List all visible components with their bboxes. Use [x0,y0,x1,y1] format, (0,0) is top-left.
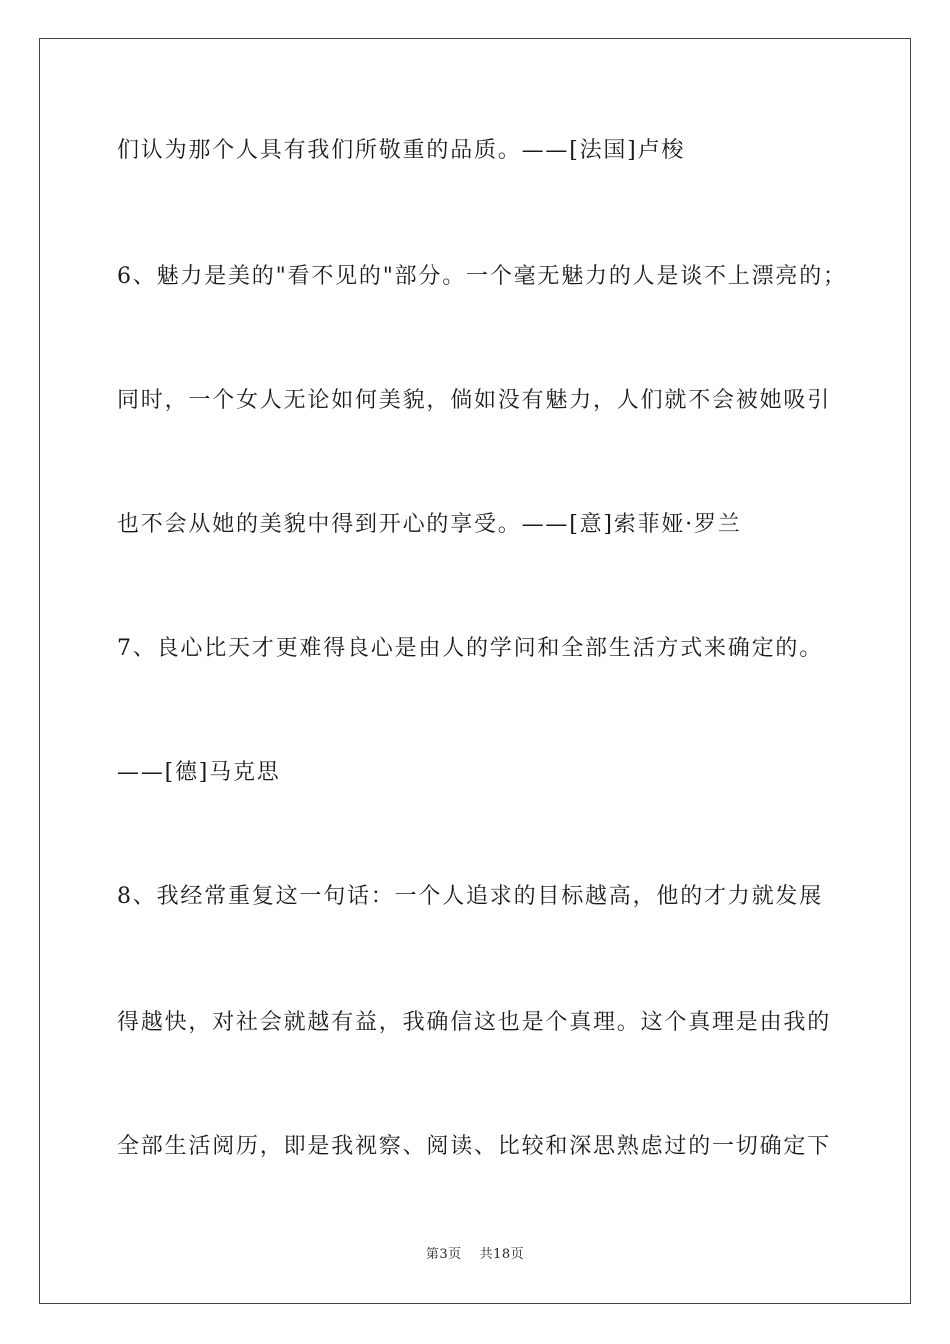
page-number: 第3页 [425,1247,462,1262]
text-line: 们认为那个人具有我们所敬重的品质。——[法国]卢梭 [117,138,686,163]
text-line: 7、良心比天才更难得良心是由人的学问和全部生活方式来确定的。 [117,636,823,661]
text-line: 全部生活阅历，即是我视察、阅读、比较和深思熟虑过的一切确定下 [117,1134,832,1159]
page-footer [0,1246,950,1264]
text-line: ——[德]马克思 [117,760,281,785]
page-frame [39,38,911,1304]
text-line: 得越快，对社会就越有益，我确信这也是个真理。这个真理是由我的 [117,1010,832,1035]
text-line: 8、我经常重复这一句话：一个人追求的目标越高，他的才力就发展 [117,884,823,909]
page-total: 共18页 [479,1247,525,1262]
text-line: 也不会从她的美貌中得到开心的享受。——[意]索菲娅·罗兰 [117,512,742,537]
text-line: 6、魅力是美的"看不见的"部分。一个毫无魅力的人是谈不上漂亮的； [117,264,847,289]
text-line: 同时，一个女人无论如何美貌，倘如没有魅力，人们就不会被她吸引 [117,388,832,413]
